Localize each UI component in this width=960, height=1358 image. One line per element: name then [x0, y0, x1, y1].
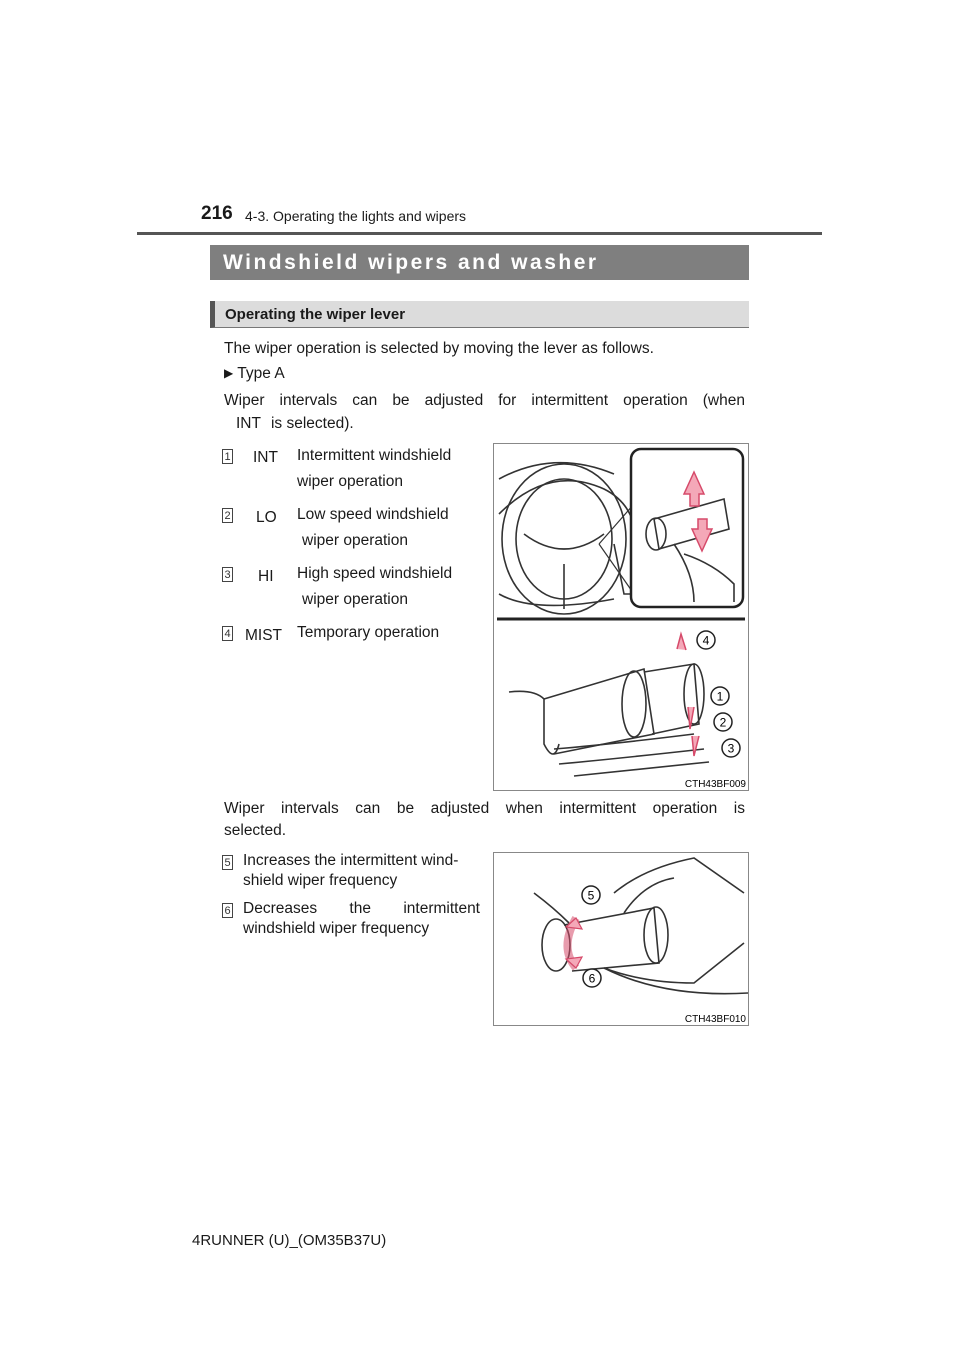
figure-code: CTH43BF010: [684, 1014, 746, 1025]
triangle-bullet-icon: ▶: [224, 366, 234, 380]
footer-model-code: 4RUNNER (U)_(OM35B37U): [192, 1232, 387, 1249]
subsection-title: Operating the wiper lever: [210, 301, 749, 328]
position-2-line2: wiper operation: [302, 532, 408, 549]
interval-knob-illustration: [494, 853, 748, 1025]
position-3-line1: High speed windshield: [297, 565, 453, 582]
type-row: [224, 361, 285, 387]
callout-4: 4: [702, 633, 710, 648]
wiper-lever-illustration: [494, 444, 748, 790]
callout-2: 2: [719, 715, 727, 730]
interval-note-end: is selected).: [270, 415, 354, 432]
position-4-line1: Temporary operation: [297, 624, 440, 641]
callout-badge-4: 4: [222, 626, 233, 641]
section-title: Windshield wipers and washer: [210, 245, 749, 280]
lever-closeup-sketch: [509, 664, 709, 776]
type-label: Type A: [237, 365, 285, 382]
callout-5: 5: [587, 888, 595, 903]
callout-badge-2: 2: [222, 508, 233, 523]
zoom-inset: [631, 449, 743, 607]
int-word: INT: [236, 415, 261, 432]
page-number: 216: [201, 203, 233, 224]
wiper-lever-figure: [493, 443, 749, 791]
callout-badge-6: 6: [222, 903, 233, 918]
intro-text: The wiper operation is selected by moving the lever as follows.: [224, 340, 654, 357]
section-breadcrumb: 4-3. Operating the lights and wipers: [245, 208, 467, 224]
position-3-line2: wiper operation: [302, 591, 408, 608]
interval-knob-figure: [493, 852, 749, 1026]
callout-1: 1: [716, 689, 724, 704]
callout-badge-5: 5: [222, 855, 233, 870]
position-code-lo: LO: [256, 509, 277, 526]
position-code-hi: HI: [258, 568, 274, 585]
adjust-5-line2: shield wiper frequency: [243, 872, 398, 889]
interval-note-line2: [236, 411, 354, 437]
adjust-5-line1: Increases the intermittent wind-: [243, 852, 459, 869]
position-code-int: INT: [253, 449, 278, 466]
adjust-6-line2: windshield wiper frequency: [243, 920, 430, 937]
position-1-line1: Intermittent windshield: [297, 447, 452, 464]
interval-adjust-line2: selected.: [224, 822, 287, 839]
header-rule: [137, 232, 822, 235]
position-1-line2: wiper operation: [297, 473, 403, 490]
position-code-mist: MIST: [245, 627, 283, 644]
callout-badge-3: 3: [222, 567, 233, 582]
adjust-6-line1: Decreases the intermittent: [243, 900, 480, 917]
figure-code: CTH43BF009: [684, 779, 746, 790]
interval-adjust-line1: Wiper intervals can be adjusted when intermittent operation is: [224, 800, 745, 817]
callout-6: 6: [588, 971, 596, 986]
callout-badge-1: 1: [222, 449, 233, 464]
callout-3: 3: [727, 741, 735, 756]
interval-note-line1: Wiper intervals can be adjusted for intermittent operation (when: [224, 392, 745, 409]
position-2-line1: Low speed windshield: [297, 506, 449, 523]
